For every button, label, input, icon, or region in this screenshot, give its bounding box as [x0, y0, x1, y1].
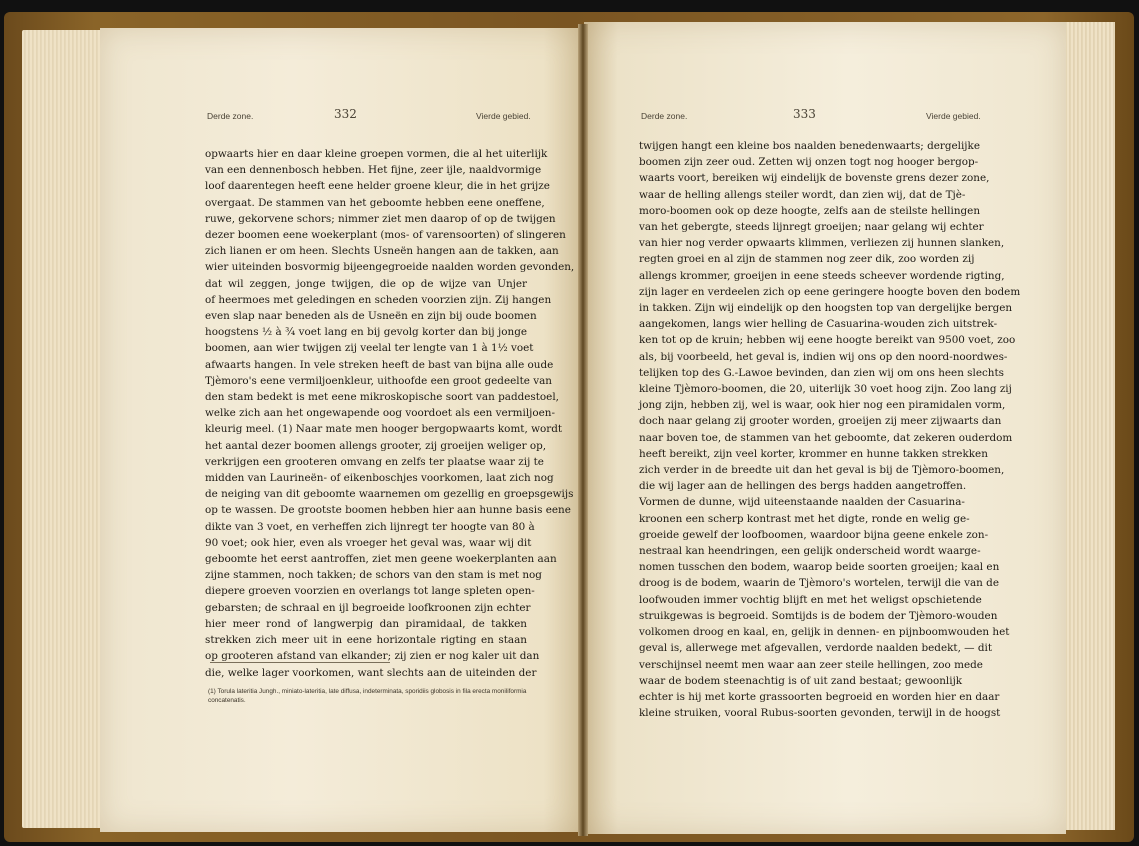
text-line: geboomte het eerst aantroffen, ziet men geene woekerplanten aan [205, 553, 557, 566]
text-line: midden van Laurineën- of eikenboschjes voorkomen, laat zich nog [205, 472, 554, 485]
text-line: Tjèmoro's eene vermiljoenkleur, uithoofde een groot gedeelte van [205, 374, 552, 387]
text-line: opwaarts hier en daar kleine groepen vormen, die al het uiterlijk [205, 148, 548, 160]
text-line: van hier nog verder opwaarts klimmen, verliezen zij hunnen slanken, [639, 237, 1005, 250]
text-line: zich verder in de breedte uit dan het geval is bij de Tjèmoro-boomen, [639, 464, 1005, 477]
text-line: waar de helling allengs steiler wordt, dan zien wij, dat de Tjè- [639, 188, 966, 201]
text-line: echter is hij met korte grassoorten begroeid en worden hier en daar [639, 690, 1000, 703]
text-line: zich lianen er om heen. Slechts Usneën hangen aan de takken, aan [205, 245, 559, 258]
text-line: overgaat. De stammen van het geboomte hebben eene oneffene, [205, 196, 545, 209]
left-running-head-region: Vierde gebied. [476, 111, 531, 121]
text-line: aangekomen, langs wier helling de Casuarina-wouden zich uitstrek- [639, 318, 998, 331]
text-line: ken tot op de kruin; hebben wij eene hoogte bereikt van 9500 voet, zoo [639, 334, 1016, 347]
right-page-edges [1063, 22, 1115, 830]
text-line: op te wassen. De grootste boomen hebben hier aan hunne basis eene [205, 504, 571, 517]
text-line: kleine struiken, vooral Rubus-soorten gevonden, terwijl in de hoogst [639, 707, 1001, 720]
text-line: droog is de bodem, waarin de Tjèmoro's wortelen, terwijl die van de [639, 577, 999, 590]
text-line: in takken. Zijn wij eindelijk op den hoogsten top van dergelijke bergen [639, 302, 1013, 315]
text-line: kroonen een scherp kontrast met het digte, ronde en welig ge- [639, 512, 970, 525]
text-line: het aantal dezer boomen allengs grooter, zij groeijen weliger op, [205, 439, 547, 452]
left-page-footnote: (1) Torula lateritia Jungh., miniato-lateritia, late diffusa, indeterminata, sporidiis globosis in fila erecta moniliformia concatenatis. [208, 688, 527, 704]
text-line: hier meer rond of langwerpig dan piramidaal, de takken [205, 617, 527, 630]
right-running-head-region: Vierde gebied. [926, 111, 981, 121]
text-line: hoogstens ½ à ¾ voet lang en bij gevolg korter dan bij jonge [205, 326, 527, 339]
text-line: regten groei en al zijn de stammen nog zeer dik, zoo worden zij [639, 253, 975, 266]
text-line: telijken top des G.-Lawoe bevinden, dan zien wij om ons heen slechts [639, 366, 1005, 379]
text-line: verschijnsel neemt men waar aan zeer steile hellingen, zoo mede [639, 658, 983, 671]
text-line: van het gebergte, steeds lijnregt groeijen; naar gelang wij echter [639, 221, 984, 234]
text-line: moro-boomen ook op deze hoogte, zelfs aan de steilste hellingen [639, 204, 981, 217]
text-line: kleine Tjèmoro-boomen, die 20, uiterlijk 30 voet hoog zijn. Zoo lang zij [639, 383, 1012, 396]
text-line: kleurig meel. (1) Naar mate men hooger bergopwaarts komt, wordt [205, 423, 563, 436]
text-line: boomen zijn zeer oud. Zetten wij onzen togt nog hooger bergop- [639, 156, 979, 169]
text-line: 90 voet; ook hier, even als vroeger het geval was, waar wij dit [205, 536, 532, 549]
text-line: strekken zich meer uit in eene horizontale rigting en staan [205, 634, 527, 647]
text-line: waar de bodem steenachtig is of uit zand bestaat; gewoonlijk [639, 674, 963, 687]
text-line: boomen, aan wier twijgen zij veelal ter lengte van 1 à 1½ voet [205, 342, 534, 355]
text-line: die, welke lager voorkomen, want slechts aan de uiteinden der [205, 666, 537, 679]
text-line: verkrijgen een grooteren omvang en zelfs ter plaatse waar zij te [205, 455, 544, 468]
text-line: dezer boomen eene woekerplant (mos- of varensoorten) of slingeren [205, 229, 566, 242]
text-line: gebarsten; de schraal en ijl begroeide loofkroonen zijn echter [205, 601, 531, 614]
text-line: volkomen droog en kaal, en, gelijk in dennen- en pijnboomwouden het [639, 626, 1010, 639]
book-gutter [578, 24, 588, 836]
text-line: twijgen hangt een kleine bos naalden benedenwaarts; dergelijke [639, 140, 980, 152]
right-page-number: 333 [793, 107, 816, 121]
text-line: Vormen de dunne, wijd uiteenstaande naalden der Casuarina- [639, 496, 965, 509]
text-line: nestraal kan heendringen, een gelijk onderscheid wordt waarge- [639, 545, 981, 558]
text-line: loofwouden immer vochtig blijft en met het weligst opschietende [639, 593, 982, 606]
right-running-head-zone: Derde zone. [641, 111, 688, 121]
left-page-body-text [205, 146, 575, 681]
text-line: de neiging van dit geboomte waarnemen om gezellig en groepsgewijs [205, 488, 574, 501]
text-line: die wij lager aan de hellingen des bergs hadden aangetroffen. [639, 480, 967, 493]
text-line: zijne stammen, noch takken; de schors van den stam is met nog [205, 569, 542, 582]
text-line: struikgewas is begroeid. Somtijds is de bodem der Tjèmoro-wouden [639, 609, 998, 622]
text-line: zijn lager en verdeelen zich op eene geringere hoogte boven den bodem [639, 285, 1021, 298]
text-line: diepere groeven voorzien en overlangs tot lange spleten open- [205, 585, 535, 598]
text-line: even slap naar beneden als de Usneën en zijn bij oude boomen [205, 310, 537, 323]
text-line: wier uiteinden bosvormig bijeengegroeide naalden worden gevonden, [205, 261, 575, 274]
text-line: geval is, allerwege met afgevallen, verdorde naalden bedekt, — dit [639, 642, 993, 655]
left-running-head-zone: Derde zone. [207, 111, 254, 121]
text-line: allengs krommer, groeijen in eene steeds scheever wordende rigting, [639, 269, 1005, 282]
text-line: jong zijn, hebben zij, wel is waar, ook hier nog een piramidalen vorm, [639, 399, 1006, 412]
text-line: groeide gewelf der loofboomen, waardoor bijna geene enkele zon- [639, 528, 989, 541]
text-line: welke zich aan het ongewapende oog voordoet als een vermiljoen- [205, 407, 555, 420]
text-line: loof daarentegen heeft eene helder groene kleur, die in het grijze [205, 180, 550, 193]
footnote-rule [210, 662, 390, 663]
text-line: ruwe, gekorvene schors; nimmer ziet men daarop of op de twijgen [205, 212, 556, 225]
text-line: naar boven toe, de stammen van het geboomte, dat zekeren ouderdom [639, 431, 1013, 444]
text-line: op grooteren afstand van elkander; zij zien er nog kaler uit dan [205, 650, 540, 663]
text-line: nomen tusschen den bodem, waarop beide soorten groeijen; kaal en [639, 561, 1000, 574]
text-line: den stam bedekt is met eene mikroskopische soort van paddestoel, [205, 391, 559, 404]
text-line: doch naar gelang zij grooter worden, groeijen zij meer zijwaarts dan [639, 415, 1002, 428]
text-line: van een dennenbosch hebben. Het fijne, zeer ijle, naaldvormige [205, 164, 542, 177]
left-page-edges [22, 30, 104, 828]
text-line: of heermoes met geledingen en scheden voorzien zijn. Zij hangen [205, 293, 552, 306]
left-page-number: 332 [334, 107, 357, 121]
text-line: heeft bereikt, zijn veel korter, krommer en hunne takken strekken [639, 447, 988, 460]
right-page-body-text [639, 138, 1021, 721]
text-line: dikte van 3 voet, en verheffen zich lijnregt ter hoogte van 80 à [205, 520, 535, 533]
text-line: dat wil zeggen, jonge twijgen, die op de wijze van Unjer [205, 277, 527, 290]
text-line: afwaarts hangen. In vele streken heeft de bast van bijna alle oude [205, 358, 554, 371]
text-line: als, bij voorbeeld, het geval is, indien wij ons op den noord-noordwes- [639, 350, 1008, 363]
text-line: waarts voort, bereiken wij eindelijk de bovenste grens dezer zone, [639, 172, 990, 185]
